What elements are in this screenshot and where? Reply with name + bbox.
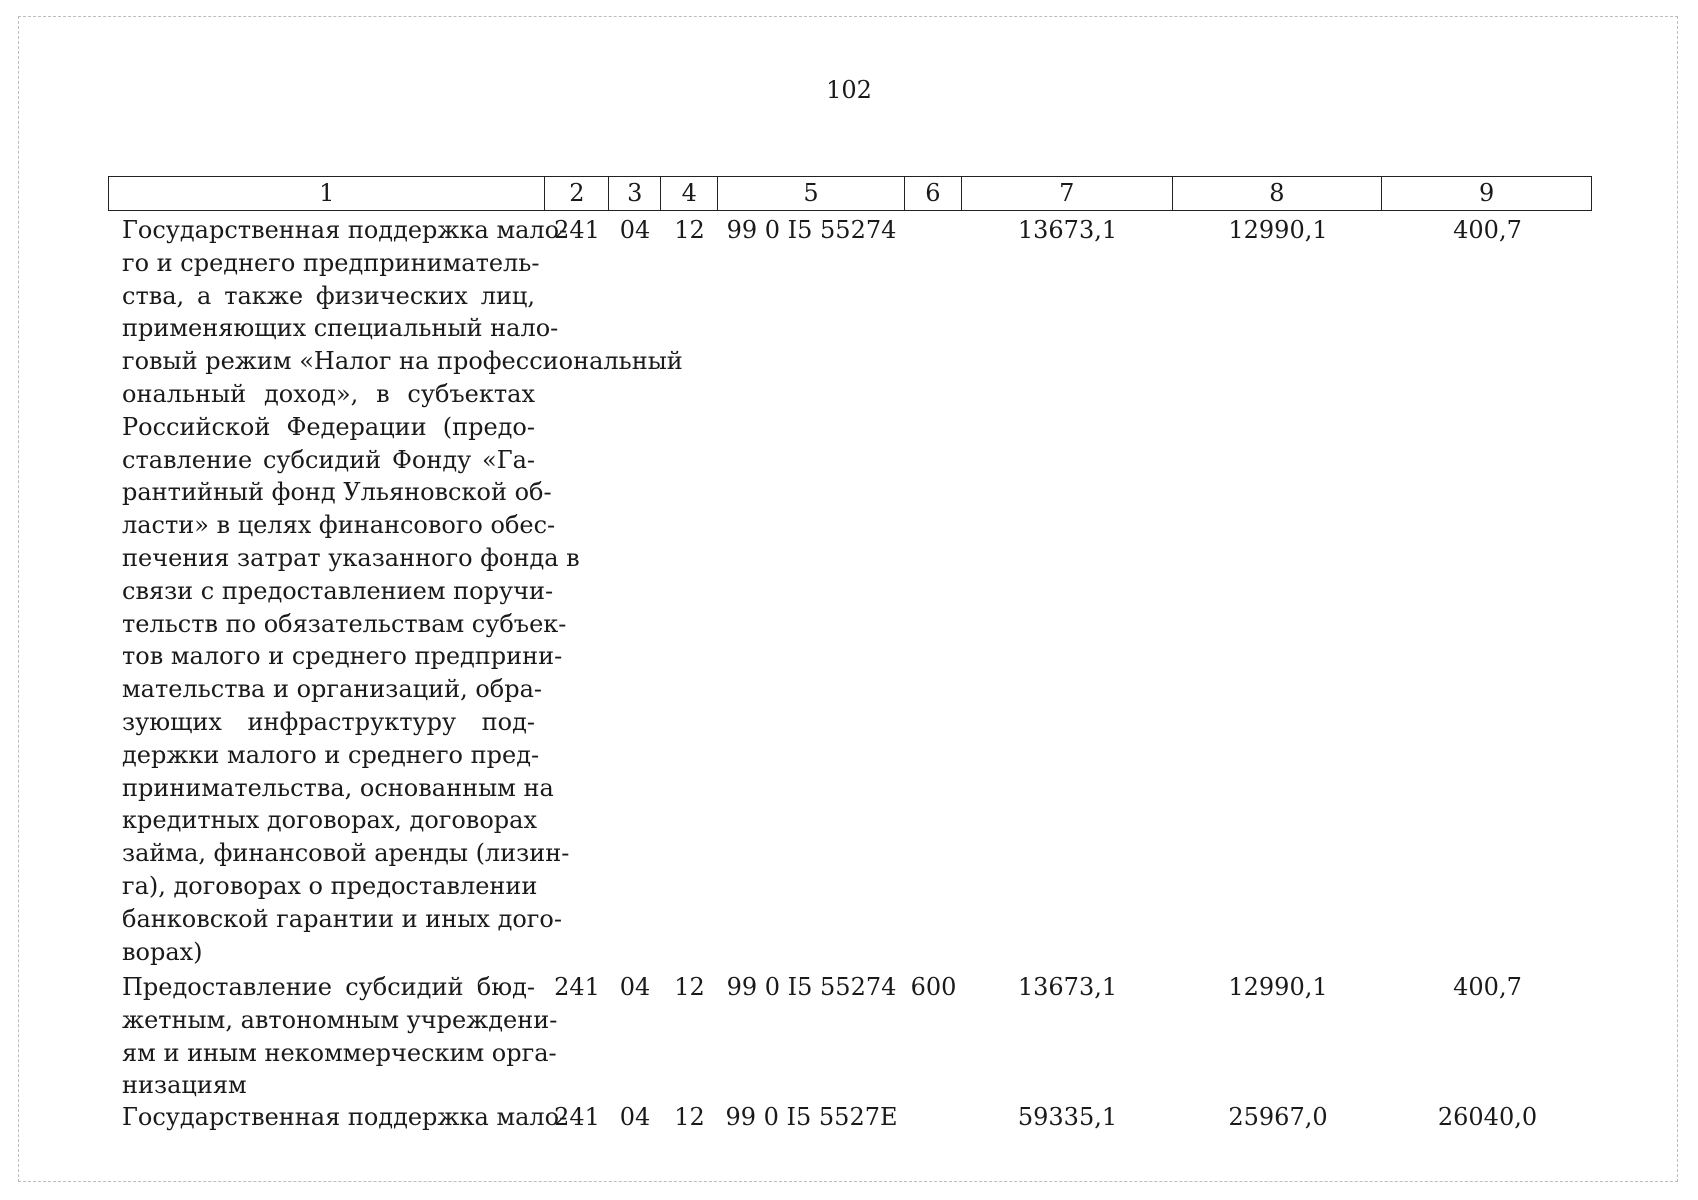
cell-col-5: 99 0 I5 5527E (725, 1103, 898, 1131)
cell-col-4: 12 (674, 973, 705, 1001)
description-line: печения затрат указанного фонда в (122, 543, 580, 572)
cell-col-2: 241 (554, 216, 600, 244)
cell-col-7: 13673,1 (1017, 216, 1118, 244)
cell-col-4: 12 (674, 1103, 705, 1131)
description-line: тельств по обязательствам субъек- (122, 609, 567, 638)
cell-col-5: 99 0 I5 55274 (726, 216, 897, 244)
table-row (108, 1101, 1592, 1134)
description-line: Государственная поддержка мало- (122, 216, 568, 244)
description-line: рантийный фонд Ульяновской об- (122, 478, 552, 507)
description-line: зующих инфраструктуру под- (122, 707, 535, 736)
description-line: га), договорах о предоставлении (122, 871, 538, 900)
description-line: низациям (122, 1071, 247, 1100)
description-line: ства, а также физических лиц, (122, 281, 535, 310)
cell-col-3: 04 (619, 973, 651, 1001)
header-col-1: 1 (109, 177, 545, 210)
header-col-8: 8 (1173, 177, 1383, 210)
description-line: банковской гарантии и иных дого- (122, 904, 562, 933)
description-line: применяющих специальный нало- (122, 314, 559, 343)
cell-col-8: 12990,1 (1228, 216, 1328, 244)
description-line: кредитных договорах, договорах (122, 806, 537, 835)
description-line: тов малого и среднего предприни- (122, 642, 563, 671)
table-header-row (108, 176, 1592, 211)
row-description (108, 971, 558, 1102)
description-line: го и среднего предприниматель- (122, 248, 540, 277)
cell-col-8: 25967,0 (1228, 1103, 1328, 1131)
header-col-4: 4 (661, 177, 718, 210)
cell-col-7: 59335,1 (1017, 1103, 1118, 1131)
header-col-5: 5 (718, 177, 905, 210)
description-line: ставление субсидий Фонду «Га- (122, 445, 535, 474)
cell-col-2: 241 (554, 973, 600, 1001)
cell-col-8: 12990,1 (1228, 973, 1328, 1001)
description-line: ласти» в целях финансового обес- (122, 511, 556, 540)
description-line: держки малого и среднего пред- (122, 740, 540, 769)
description-line: принимательства, основанным на (122, 773, 554, 802)
page-number: 102 (826, 76, 872, 104)
cell-col-9: 26040,0 (1437, 1103, 1538, 1131)
description-line: жетным, автономным учреждени- (122, 1005, 558, 1034)
cell-col-2: 241 (554, 1103, 600, 1131)
description-line: Российской Федерации (предо- (122, 412, 535, 441)
header-col-3: 3 (609, 177, 661, 210)
row-description (108, 1101, 568, 1134)
description-line: ям и иным некоммерческим орга- (122, 1038, 557, 1067)
header-col-9: 9 (1479, 179, 1495, 207)
cell-col-7: 13673,1 (1017, 973, 1118, 1001)
header-col-2: 2 (545, 177, 609, 210)
description-line: мательства и организаций, обра- (122, 675, 543, 704)
description-line: Государственная поддержка мало- (122, 1103, 568, 1131)
description-line: Предоставление субсидий бюд- (122, 973, 535, 1001)
description-line: связи с предоставлением поручи- (122, 576, 554, 605)
cell-col-6: 600 (910, 973, 957, 1001)
description-line: займа, финансовой аренды (лизин- (122, 839, 570, 868)
header-col-6: 6 (905, 177, 962, 210)
description-line: ональный доход», в субъектах (122, 379, 535, 408)
cell-col-3: 04 (619, 1103, 651, 1131)
cell-col-6 (905, 1101, 962, 1134)
cell-col-6 (905, 214, 962, 968)
table-row (108, 971, 1592, 1102)
cell-col-9: 400,7 (1453, 216, 1522, 244)
cell-col-3: 04 (619, 216, 651, 244)
cell-col-9: 400,7 (1453, 973, 1522, 1001)
cell-col-5: 99 0 I5 55274 (726, 973, 897, 1001)
description-line: ворах) (122, 937, 203, 966)
description-line: говый режим «Налог на профессиональный (122, 347, 683, 376)
cell-col-4: 12 (674, 216, 705, 244)
header-col-7: 7 (962, 177, 1173, 210)
table-row (108, 214, 1592, 968)
